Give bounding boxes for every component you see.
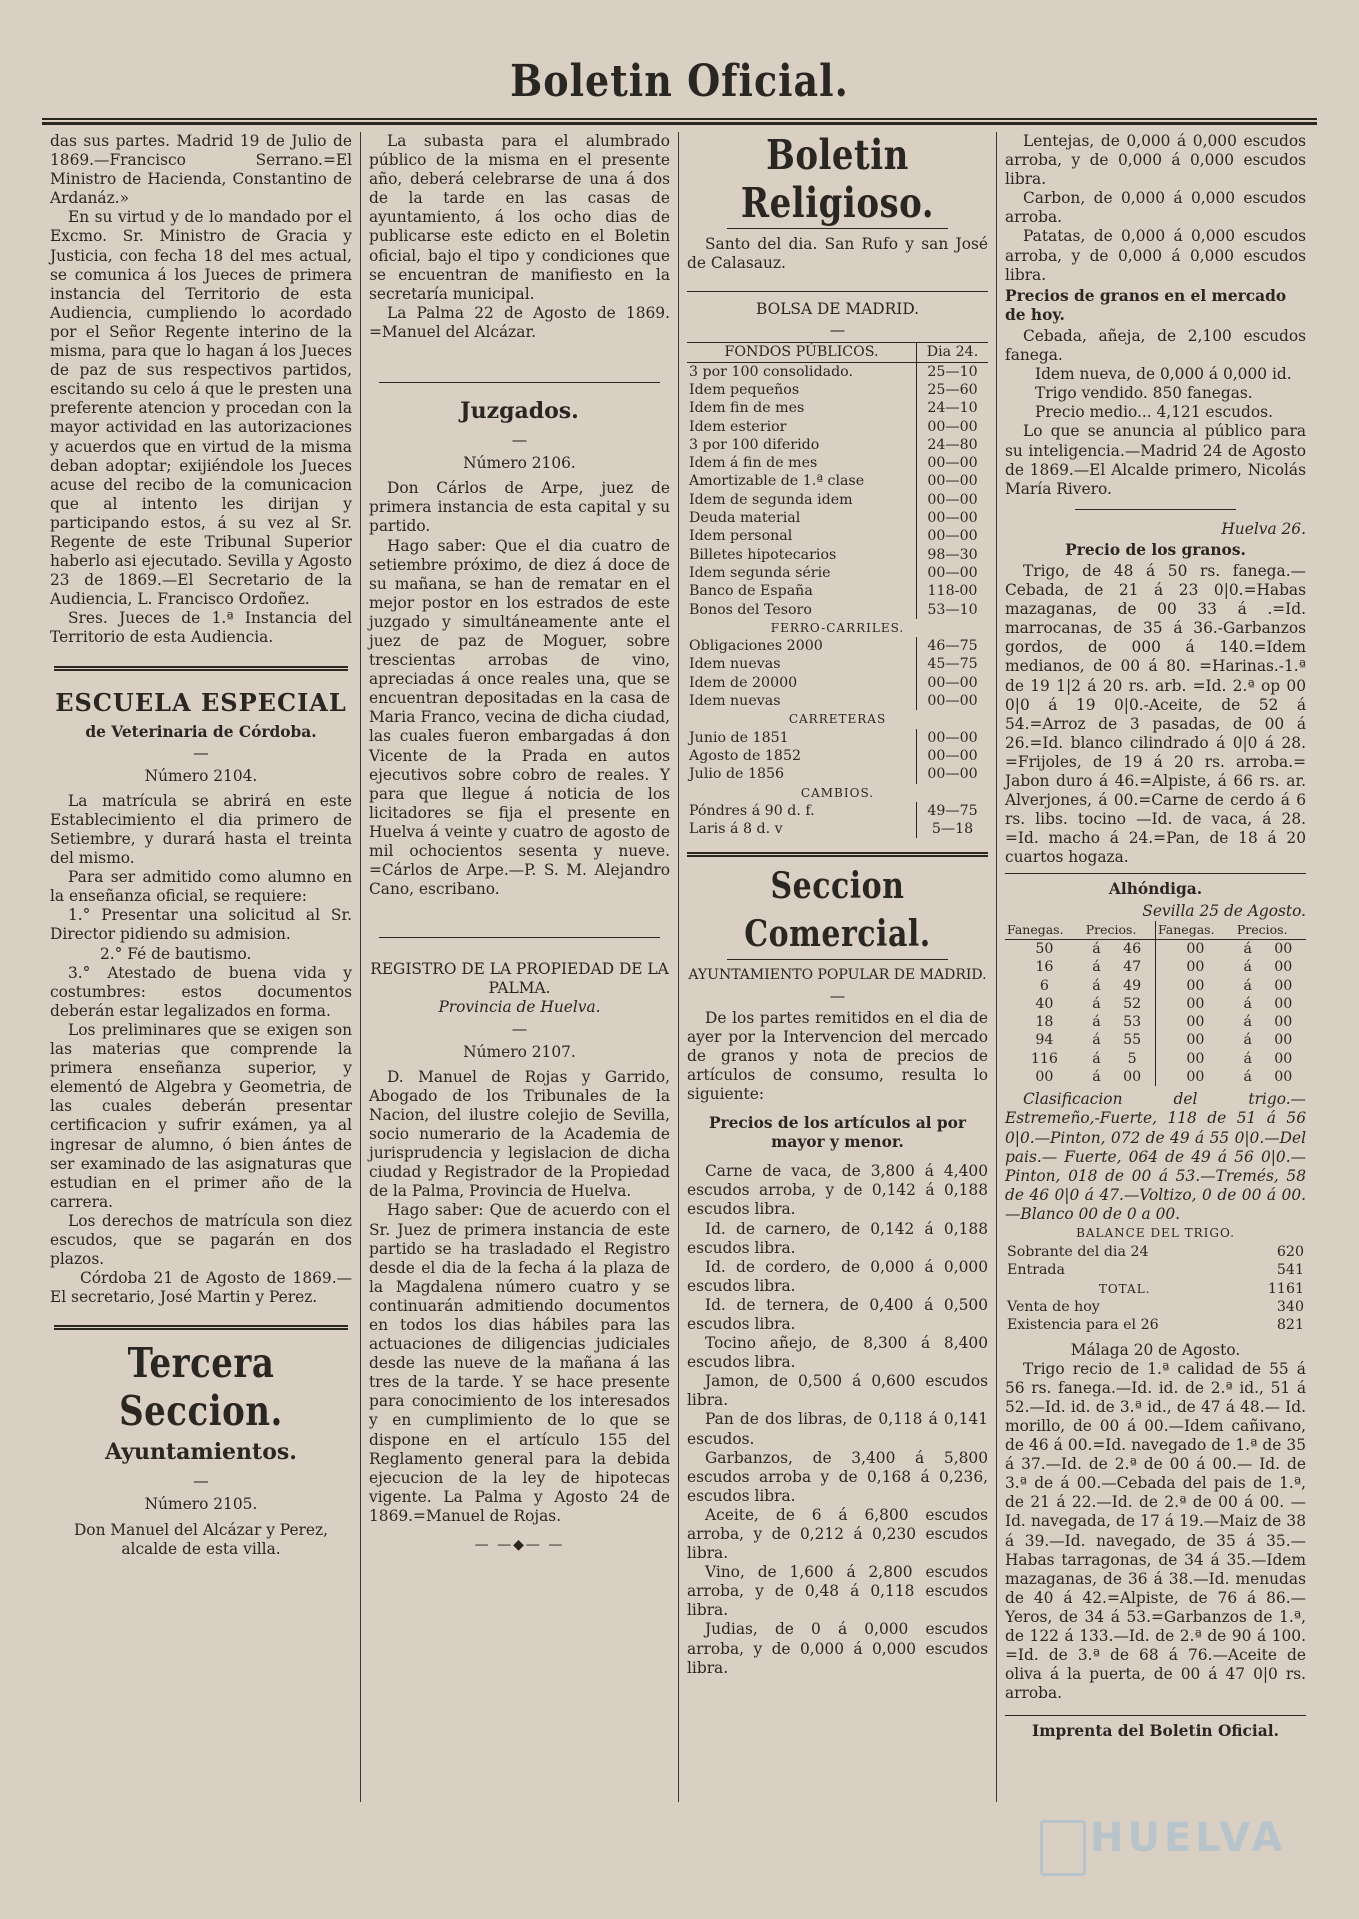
table-row: Póndres á 90 d. f. 49—75 [687, 802, 988, 820]
table-row: Deuda material 00—00 [687, 509, 988, 527]
grain-table [1005, 921, 1306, 1087]
price-item: Judias, de 0 á 0,000 escudos arroba, y de 0,000 á 0,000 escudos libra. [687, 1620, 988, 1677]
text-block: Córdoba 21 de Agosto de 1869.—El secretario, José Martin y Perez. [50, 1269, 352, 1307]
columns [42, 132, 1317, 1802]
section-title: Juzgados. [460, 398, 579, 425]
notice-number: Número 2106. [463, 454, 576, 473]
text-block: Precio medio... 4,121 escudos. [1035, 403, 1273, 422]
watermark: HUELVA [1090, 1815, 1287, 1861]
column-3: Boletin Religioso. Santo del dia. San Rufo y san José de Calasauz. BOLSA DE MADRID. — FONDOS PÚBLICOS. Dia 24. 3 por 100 consolidado. 25—10 Idem pequeños 25—60 Idem fin de mes 24—10 Idem esterior 00—00 3 por 100 diferido 24—80 Idem á fin de mes 00—00 Amortizable de 1.ª clase 00—00 Idem de segunda idem 00—00 Deuda material 00—00 Idem personal 00—00 Billetes hipotecarios 98—30 Idem segunda série 00—00 Banco de España 118-00 Bonos del Tesoro 53—10 FERRO-CARRILES. Obligaciones 2000 46—75 Idem nuevas 45—75 Idem de 20000 00—00 Idem nuevas 00—00 CARRETERAS Junio de 1851 00—00 Agosto de 1852 00—00 Julio de 1856 00—00 CAMBIOS. Póndres á 90 d. f. 49—75 Laris á 8 d. v 5—18 Seccion Comercial. AYUNTAMIENTO POPULAR DE MADRID. — De los partes remitidos en el dia de ayer por la Intervencion del mercado de granos y nota de precios de artículos de consumo, resulta lo siguiente: Precios de los artículos al por mayor y menor. Carne de vaca, de 3,800 á 4,400 escudos arroba, y de 0,142 á 0,188 escudos libra. Id. de carnero, de 0,142 á 0,188 escudos libra. Id. de cordero, de 0,000 á 0,000 escudos libra. Id. de ternera, de 0,400 á 0,500 escudos libra. Tocino añejo, de 8,300 á 8,400 escudos libra. Jamon, de 0,500 á 0,600 escudos libra. Pan de dos libras, de 0,118 á 0,141 escudos. Garbanzos, de 3,400 á 5,800 escudos arroba y de 0,168 á 0,236, escudos libra. Aceite, de 6 á 6,800 escudos arroba, y de 0,212 á 0,230 escudos libra. Vino, de 1,600 á 2,800 escudos arroba, y de 0,48 á 0,118 escudos libra. Judias, de 0 á 0,000 escudos arroba, y de 0,000 á 0,000 escudos libra. [678, 132, 996, 1802]
table-row: Obligaciones 2000 46—75 [687, 637, 988, 655]
text-block: Cebada, añeja, de 2,100 escudos fanega. [1005, 326, 1306, 365]
table-row: Idem á fin de mes 00—00 [687, 454, 988, 472]
separator [1075, 509, 1236, 510]
table-row: Banco de España 118-00 [687, 582, 988, 600]
table-subheader: CAMBIOS. [800, 785, 875, 800]
grain-rows [1005, 939, 1306, 1086]
text-block: Trigo vendido. 850 fanegas. [1035, 384, 1253, 403]
table-row: Idem nuevas 00—00 [687, 692, 988, 710]
text-block: Lo que se anuncia al público para su inteligencia.—Madrid 24 de Agosto de 1869.—El Alcalde primero, Nicolás María Rivero. [1005, 422, 1306, 498]
section-subtitle: BALANCE DEL TRIGO. [1076, 1225, 1235, 1240]
price-item: Patatas, de 0,000 á 0,000 escudos arroba, y de 0,000 á 0,000 escudos libra. [1005, 227, 1306, 284]
section-title: Tercera Seccion. [119, 1340, 283, 1437]
section-title: ESCUELA ESPECIAL [55, 687, 347, 717]
price-list [687, 1162, 988, 1678]
separator [687, 291, 988, 292]
section-title: BOLSA DE MADRID. [755, 300, 919, 319]
section-subtitle: Precio de los granos. [1065, 540, 1246, 559]
table-row: Idem de 20000 00—00 [687, 674, 988, 692]
text-block: En su virtud y de lo mandado por el Excmo. Sr. Ministro de Gracia y Justicia, con fecha 18 del mes actual, se comunica á los Jueces de primera instancia del Territorio de esta Audiencia, cumpliendo lo acordado por el Señor Regente interino de la misma, para que lo hagan á los Jueces de paz de sus respectivos partidos, escitando su celo á que le presten una preferente atencion y procedan con la mayor actividad en las autorizaciones y acuerdos que en virtud de la misma deban adoptar; exijiéndole los Jueces acuse del recibo de la comunicacion que al intento les dirijan y participando estos, á su vez al Sr. Regente de este Tribunal Superior haberlo asi ejecutado. Sevilla y Agosto 23 de 1869.—El Secretario de la Audiencia, L. Francisco Ordoñez. [50, 208, 352, 609]
table-row: Julio de 1856 00—00 [687, 765, 988, 783]
separator [727, 959, 948, 960]
table-row: Idem personal 00—00 [687, 527, 988, 545]
text-block: Para ser admitido como alumno en la enseñanza oficial, se requiere: [50, 868, 352, 906]
text-block: D. Manuel de Rojas y Garrido, Abogado de los Tribunales de la Nacion, del ilustre colejio de Sevilla, socio numerario de la Academia de jurisprudencia y legislacion de dicha ciudad y Registrador de la Propiedad de la Palma, Provincia de Huelva. [369, 1067, 670, 1201]
table-row: Entrada 541 [1007, 1262, 1304, 1279]
table-row: 3 por 100 diferido 24—80 [687, 436, 988, 454]
text-block: La matrícula se abrirá en este Establecimiento el dia primero de Setiembre, y durará hasta el treinta del mismo. [50, 791, 352, 868]
table-row: 16 á 47 00 á 00 [1035, 959, 1293, 976]
text-block: 2.° Fé de bautismo. [100, 944, 252, 963]
text-block: Trigo recio de 1.ª calidad de 55 á 56 rs. fanega.—Id. id. de 2.ª id., 51 á 52.—Id. id. de 3.ª id., de 47 á 48.— Id. morillo, de 00 á 00.—Idem cañivano, de 46 á 00.=Id. navegado de 1.ª de 35 á 37.—Id. de 2.ª de 00 á 00.— Id. de 3.ª de á 00.—Cebada del pais de 1.ª, de 21 á 22.—Id. de 2.ª de 00 á 00. —Id. navegada, de 17 á 19.—Maiz de 38 á 39.—Id. navegado, de 35 á 35.— Habas tarragonas, de 34 á 35.—Idem mazaganas, de 36 á 38.—Id. menudas de 40 á 42.=Alpiste, de 76 á 86.—Yeros, de 34 á 53.=Garbanzos de 1.ª, de 122 á 133.—Id. de 2.ª de 90 á 100. =Id. de 3.ª de 68 á 76.—Aceite de oliva á la puerta, de 00 á 47 0|0 rs. arroba. [1005, 1359, 1306, 1703]
price-item: Aceite, de 6 á 6,800 escudos arroba, y de 0,212 á 0,230 escudos libra. [687, 1505, 988, 1563]
separator [1005, 873, 1306, 874]
price-item: Tocino añejo, de 8,300 á 8,400 escudos libra. [687, 1334, 988, 1372]
table-row: 116 á 5 00 á 00 [1030, 1050, 1293, 1067]
text-block: De los partes remitidos en el dia de ayer por la Intervencion del mercado de granos y nota de precios de artículos de consumo, resulta lo siguiente: [687, 1008, 988, 1103]
table-row: 00 á 00 00 á 00 [1035, 1069, 1293, 1086]
dateline: Sevilla 25 de Agosto. [1142, 901, 1306, 920]
price-item: Lentejas, de 0,000 á 0,000 escudos arroba, y de 0,000 á 0,000 escudos libra. [1005, 132, 1306, 189]
text-block: Los preliminares que se exigen son las materias que comprende la primera enseñanza superior, y elementó de Algebra y Geometria, de las cuales deberán presentar certificacion y sufrir exámen, ya al ingresar de alumno, ó bien ántes de ser examinado de las asignaturas que estudian en el primer año de la carrera. [50, 1020, 352, 1211]
price-item: Pan de dos libras, de 0,118 á 0,141 escudos. [687, 1410, 988, 1448]
text-block: Trigo, de 48 á 50 rs. fanega.—Cebada, de 21 á 23 0|0.=Habas mazaganas, de 00 33 á .=Id. marrocanas, de 35 á 36.-Garbanzos gordos, de 000 á 140.=Idem medianos, de 00 á 80. =Harinas.-1.ª de 19 1|2 á 20 rs. arb. =Id. 2.ª op 00 0|0 á 19 0|0.-Aceite, de 52 á 54.=Arroz de 3 pasadas, de 00 á 26.=Id. blanco cilindrado á 0|0 á 28. =Frijoles, de 19 á 20 rs. arroba.= Jabon duro á 46.=Alpiste, á 66 rs. ar. Alverjones, á 00.=Carne de cerdo á 6 rs. libs. tocino —Id. de vaca, á 28. =Id. macho á 24.=Pan, de 18 á 20 cuartos hogaza. [1005, 561, 1306, 867]
table-row: 18 á 53 00 á 00 [1035, 1014, 1293, 1031]
table-row: Bonos del Tesoro 53—10 [687, 601, 988, 619]
masthead: Boletin Oficial. [510, 54, 849, 107]
section-title: REGISTRO DE LA PROPIEDAD DE LA PALMA. [370, 960, 669, 998]
table-row: Sobrante del dia 24 620 [1007, 1244, 1304, 1261]
seal-logo [1040, 1820, 1086, 1876]
price-item: Vino, de 1,600 á 2,800 escudos arroba, y de 0,48 á 0,118 escudos libra. [687, 1563, 988, 1620]
text-block: Hago saber: Que el dia cuatro de setiembre próximo, de diez á doce de su mañana, se han de rematar en el mejor postor en los estrados de este juzgado y simultáneamente ante el juez de paz de Moguer, sobre trescientas arrobas de vino, apreciadas á once reales una, que se encuentran depositadas en la casa de Maria Franco, vecina de dicha ciudad, las cuales fueron embargadas á don Vicente de la Prada en autos ejecutivos sobre cobro de reales. Y para que llegue á noticia de los licitadores se fija el presente en Huelva á veinte y cuatro de agosto de mil ochocientos sesenta y nueve. =Cárlos de Arpe.—P. S. M. Alejandro Cano, escribano. [369, 536, 670, 899]
table-row: Idem esterior 00—00 [687, 418, 988, 436]
bolsa-table [687, 342, 988, 838]
table-header: FONDOS PÚBLICOS. Dia 24. [687, 343, 988, 362]
text-block: La Palma 22 de Agosto de 1869. =Manuel del Alcázar. [369, 303, 670, 341]
text-block: Santo del dia. San Rufo y san José de Calasauz. [687, 235, 988, 273]
price-list [1005, 132, 1306, 285]
price-item: Jamon, de 0,500 á 0,600 escudos libra. [687, 1372, 988, 1410]
price-item: Carne de vaca, de 3,800 á 4,400 escudos arroba, y de 0,142 á 0,188 escudos libra. [687, 1162, 988, 1219]
table-row: 40 á 52 00 á 00 [1035, 995, 1293, 1012]
column-1: das sus partes. Madrid 19 de Julio de 1869.—Francisco Serrano.=El Ministro de Hacienda, Constantino de Ardanáz.» En su virtud y de lo mandado por el Excmo. Sr. Ministro de Gracia y Justicia, con fecha 18 del mes actual, se comunica á los Jueces de primera instancia del Territorio de esta Audiencia, cumpliendo lo acordado por el Señor Regente interino de la misma, para que lo hagan á los Jueces de paz de sus respectivos partidos, escitando su celo á que le presten una preferente atencion y procedan con la mayor actividad en las autorizaciones y acuerdos que en virtud de la misma deban adoptar; exijiéndole los Jueces acuse del recibo de la comunicacion que al intento les dirijan y participando estos, á su vez al Sr. Regente de este Tribunal Superior haberlo asi ejecutado. Sevilla y Agosto 23 de 1869.—El Secretario de la Audiencia, L. Francisco Ordoñez. Sres. Jueces de 1.ª Instancia del Territorio de esta Audiencia. ESCUELA ESPECIAL de Veterinaria de Córdoba. — Número 2104. La matrícula se abrirá en este Establecimiento el dia primero de Setiembre, y durará hasta el treinta del mismo. Para ser admitido como alumno en la enseñanza oficial, se requiere: 1.° Presentar una solicitud al Sr. Director pidiendo su admision. 2.° Fé de bautismo. 3.° Atestado de buena vida y costumbres: estos documentos deberán estar legalizados en forma. Los preliminares que se exigen son las materias que comprende la primera enseñanza superior, y elementó de Algebra y Geometria, de las cuales deberán presentar certificacion y sufrir exámen, ya al ingresar de alumno, ó bien ántes de ser examinado de las asignaturas que estudian en el primer año de la carrera. Los derechos de matrícula son diez escudos, que se pagarán en dos plazos. Córdoba 21 de Agosto de 1869.—El secretario, José Martin y Perez. Tercera Seccion. Ayuntamientos. — Número 2105. Don Manuel del Alcázar y Perez, alcalde de esta villa. [50, 132, 352, 1558]
table-row: Idem de segunda idem 00—00 [687, 491, 988, 509]
price-item: Garbanzos, de 3,400 á 5,800 escudos arroba y de 0,168 á 0,236, escudos libra. [687, 1448, 988, 1505]
section-title: Boletin Religioso. [740, 132, 935, 228]
table-row: 94 á 55 00 á 00 [1035, 1032, 1293, 1049]
table-row: Idem nuevas 45—75 [687, 655, 988, 673]
table-row: 6 á 49 00 á 00 [1039, 977, 1293, 994]
section-title: Seccion Comercial. [744, 865, 931, 956]
balance-table [1005, 1243, 1306, 1334]
text-block: das sus partes. Madrid 19 de Julio de 1869.—Francisco Serrano.=El Ministro de Hacienda, Constantino de Ardanáz.» [50, 132, 352, 208]
price-item: Carbon, de 0,000 á 0,000 escudos arroba. [1005, 189, 1306, 227]
table-row: Idem fin de mes 24—10 [687, 399, 988, 417]
price-item: Id. de carnero, de 0,142 á 0,188 escudos libra. [687, 1219, 988, 1257]
text-block: 1.° Presentar una solicitud al Sr. Director pidiendo su admision. [50, 906, 352, 944]
text-block: 3.° Atestado de buena vida y costumbres: estos documentos deberán estar legalizados en forma. [50, 963, 352, 1020]
column-4 [996, 132, 1314, 1802]
column-2: La subasta para el alumbrado público de la misma en el presente año, deberá celebrarse de una á dos de la tarde en las casas de ayuntamiento, á los ocho dias de publicarse este edicto en el Boletin oficial, bajo el tipo y condiciones que se encuentran de manifiesto en la secretaría municipal. La Palma 22 de Agosto de 1869. =Manuel del Alcázar. Juzgados. — Número 2106. Don Cárlos de Arpe, juez de primera instancia de esta capital y su partido. Hago saber: Que el dia cuatro de setiembre próximo, de diez á doce de su mañana, se han de rematar en el mejor postor en los estrados de este juzgado y simultáneamente ante el juez de paz de Moguer, sobre trescientas arrobas de vino, apreciadas á once reales una, que se encuentran depositadas en la casa de Maria Franco, vecina de dicha ciudad, las cuales fueron embargadas á don Vicente de la Prada en autos ejecutivos sobre cobro de reales. Y para que llegue á noticia de los licitadores se fija el presente en Huelva á veinte y cuatro de agosto de mil ochocientos sesenta y nueve. =Cárlos de Arpe.—P. S. M. Alejandro Cano, escribano. REGISTRO DE LA PROPIEDAD DE LA PALMA. Provincia de Huelva. — Número 2107. D. Manuel de Rojas y Garrido, Abogado de los Tribunales de la Nacion, del ilustre colejio de Sevilla, socio numerario de la Academia de jurisprudencia y legislacion de dicha ciudad y Registrador de la Propiedad de la Palma, Provincia de Huelva. Hago saber: Que de acuerdo con el Sr. Juez de primera instancia de este partido se ha trasladado el Registro desde el dia de la fecha á la plaza de la Magdalena número cuatro y se continuarán admitiendo documentos en todos los dias hábiles para las actuaciones de diligencias judiciales desde las nueve de la mañana á las tres de la tarde. Y se hace presente para conocimiento de los interesados y en cumplimiento de lo que se dispone en el artículo 155 del Reglamento general para la debida ejecucion de la ley de hipotecas vigente. La Palma y Agosto 24 de 1869.=Manuel de Rojas. — —◆— — [360, 132, 678, 1802]
table-row: 3 por 100 consolidado. 25—10 [687, 362, 988, 381]
notice-number: Número 2107. [463, 1042, 576, 1061]
text-block: Don Cárlos de Arpe, juez de primera instancia de esta capital y su partido. [369, 479, 670, 536]
text-block: La subasta para el alumbrado público de la misma en el presente año, deberá celebrarse de una á dos de la tarde en las casas de ayuntamiento, á los ocho dias de publicarse este edicto en el Boletin oficial, bajo el tipo y condiciones que se encuentran de manifiesto en la secretaría municipal. [369, 132, 670, 303]
price-item: Id. de cordero, de 0,000 á 0,000 escudos libra. [687, 1257, 988, 1295]
section-subtitle: Ayuntamientos. [105, 1439, 297, 1466]
text-block: Los derechos de matrícula son diez escudos, que se pagarán en dos plazos. [50, 1211, 352, 1269]
dateline: Málaga 20 de Agosto. [1070, 1340, 1241, 1359]
bolsa-rows [687, 362, 988, 838]
table-subheader: FERRO-CARRILES. [770, 620, 905, 635]
text-block: Idem nueva, de 0,000 á 0,000 id. [1035, 365, 1292, 384]
section-subtitle: AYUNTAMIENTO POPULAR DE MADRID. [688, 967, 987, 984]
separator [379, 937, 660, 938]
section-subtitle: de Veterinaria de Córdoba. [85, 722, 317, 741]
separator [379, 382, 660, 383]
table-row: Amortizable de 1.ª clase 00—00 [687, 472, 988, 490]
table-subheader: CARRETERAS [788, 712, 887, 727]
text-block: Sres. Jueces de 1.ª Instancia del Territorio de esta Audiencia. [50, 609, 352, 647]
table-row: Agosto de 1852 00—00 [687, 747, 988, 765]
text-block: Don Manuel del Alcázar y Perez, alcalde de esta villa. [73, 1520, 329, 1558]
notice-number: Número 2105. [144, 1495, 258, 1514]
section-subtitle: Alhóndiga. [1108, 880, 1203, 899]
table-row: Laris á 8 d. v 5—18 [687, 820, 988, 838]
table-row: Junio de 1851 00—00 [687, 729, 988, 747]
table-row: Idem pequeños 25—60 [687, 381, 988, 399]
section-subtitle: Precios de los artículos al por mayor y menor. [708, 1114, 967, 1152]
dateline: Huelva 26. [1221, 519, 1306, 538]
separator [54, 666, 348, 671]
section-subtitle: Precios de granos en el mercado de hoy. [1005, 286, 1287, 324]
price-item: Id. de ternera, de 0,400 á 0,500 escudos libra. [687, 1295, 988, 1333]
table-row: TOTAL. 1161 [1098, 1280, 1304, 1297]
imprint: Imprenta del Boletin Oficial. [1005, 1715, 1306, 1741]
notice-number: Número 2104. [144, 766, 258, 785]
table-row: Idem segunda série 00—00 [687, 564, 988, 582]
top-rule [42, 118, 1317, 125]
table-row: Venta de hoy 340 [1007, 1298, 1304, 1315]
table-row: Billetes hipotecarios 98—30 [687, 546, 988, 564]
table-row: Existencia para el 26 821 [1007, 1317, 1304, 1334]
ornament: — —◆— — [474, 1537, 565, 1553]
section-subtitle: Provincia de Huelva. [438, 998, 601, 1017]
text-block: Clasificacion del trigo.—Estremeño,-Fuerte, 118 de 51 á 56 0|0.—Pinton, 072 de 49 á 55 0|0.—Del pais.— Fuerte, 064 de 49 á 56 0|0.—Pinton, 018 de 00 á 53.—Tremés, 58 de 46 0|0 á 47.—Voltizo, 0 de 00 á 00.—Blanco 00 de 0 a 00. [1005, 1090, 1306, 1223]
separator [727, 228, 948, 229]
table-row: 50 á 46 00 á 00 [1035, 940, 1293, 957]
separator [687, 852, 988, 857]
separator [54, 1325, 348, 1330]
table-header: Fanegas. Precios. Fanegas. Precios. [1005, 921, 1306, 940]
text-block: Hago saber: Que de acuerdo con el Sr. Juez de primera instancia de este partido se ha trasladado el Registro desde el dia de la fecha á la plaza de la Magdalena número cuatro y se continuarán admitiendo documentos en todos los dias hábiles para las actuaciones de diligencias judiciales desde las nueve de la mañana á las tres de la tarde. Y se hace presente para conocimiento de los interesados y en cumplimiento de lo que se dispone en el artículo 155 del Reglamento general para la debida ejecucion de la ley de hipotecas vigente. La Palma y Agosto 24 de 1869.=Manuel de Rojas. [369, 1201, 670, 1525]
